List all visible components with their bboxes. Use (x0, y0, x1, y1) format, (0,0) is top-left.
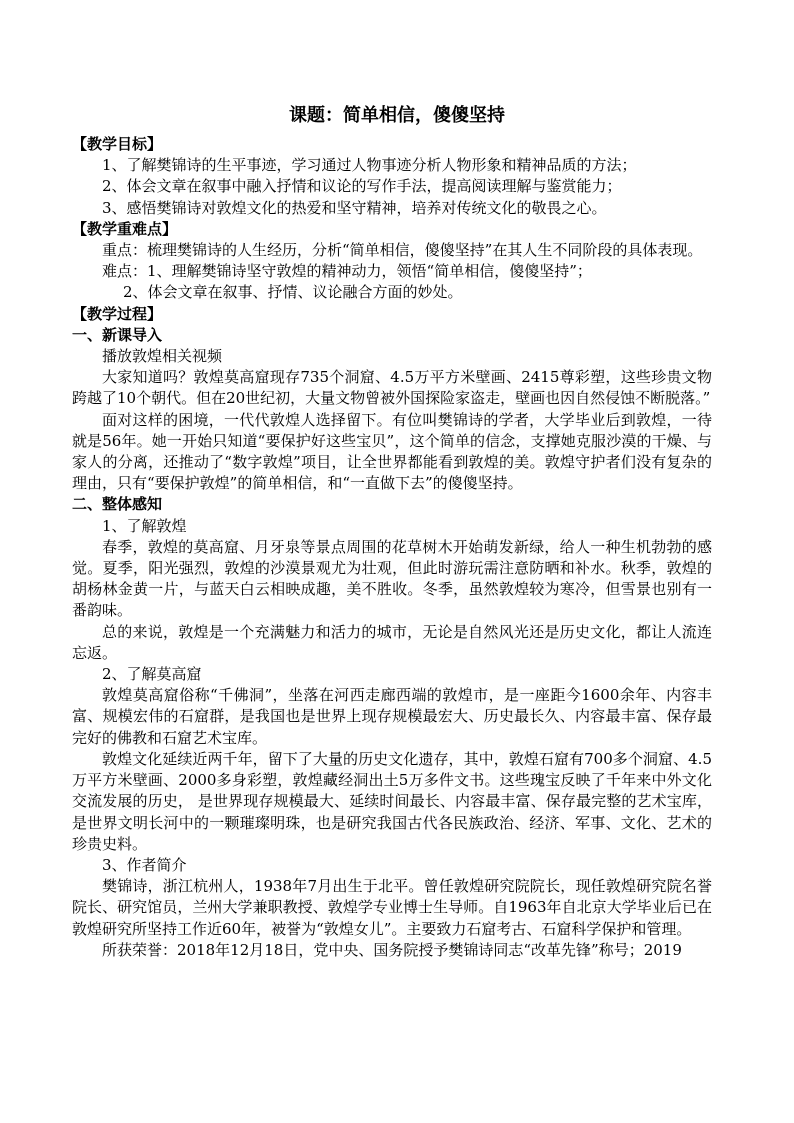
key-points-heading: 【教学重难点】 (72, 219, 178, 238)
subsection-heading: 1、了解敦煌 (102, 516, 187, 535)
paragraph: 总的来说，敦煌是一个充满魅力和活力的城市，无论是自然风光还是历史文化，都让人流连忘返。 (72, 622, 712, 662)
teaching-process-heading: 【教学过程】 (72, 304, 163, 323)
key-point-difficulty-1: 难点：1、理解樊锦诗坚守敦煌的精神动力，领悟“简单相信，傻傻坚持”； (102, 262, 592, 281)
document-body (72, 134, 712, 961)
paragraph: 面对这样的困境，一代代敦煌人选择留下。有位叫樊锦诗的学者，大学毕业后到敦煌，一待就是56年。她一开始只知道“要保护好这些宝贝”，这个简单的信念，支撑她克服沙漠的干燥、与家人的分离，还推动了“数字敦煌”项目，让全世界都能看到敦煌的美。敦煌守护者们没有复杂的理由，只有“要保护敦煌”的简单相信，和“一直做下去”的傻傻坚持。 (72, 410, 712, 493)
paragraph: 播放敦煌相关视频 (102, 347, 223, 366)
subsection-heading: 2、了解莫高窟 (102, 665, 202, 684)
key-point-difficulty-2: 2、体会文章在叙事、抒情、议论融合方面的妙处。 (123, 283, 463, 302)
teaching-goal-item: 2、体会文章在叙事中融入抒情和议论的写作手法，提高阅读理解与鉴赏能力； (102, 177, 622, 196)
paragraph: 所获荣誉：2018年12月18日，党中央、国务院授予樊锦诗同志“改革先锋”称号；2019 (102, 940, 682, 959)
paragraph: 春季，敦煌的莫高窟、月牙泉等景点周围的花草树木开始萌发新绿，给人一种生机勃勃的感觉。夏季，阳光强烈，敦煌的沙漠景观尤为壮观，但此时游玩需注意防晒和补水。秋季，敦煌的胡杨林金黄一片，与蓝天白云相映成趣，美不胜收。冬季，虽然敦煌较为寒冷，但雪景也别有一番韵味。 (72, 537, 712, 620)
subsection-heading: 3、作者简介 (102, 855, 187, 874)
teaching-goal-item: 1、了解樊锦诗的生平事迹，学习通过人物事迹分析人物形象和精神品质的方法； (102, 156, 637, 175)
paragraph: 敦煌莫高窟俗称“千佛洞”，坐落在河西走廊西端的敦煌市，是一座距今1600余年、内容丰富、规模宏伟的石窟群，是我国也是世界上现存规模最宏大、历史最长久、内容最丰富、保存最完好的佛教和石窟艺术宝库。 (72, 686, 712, 747)
section-heading-overview: 二、整体感知 (72, 495, 163, 514)
paragraph: 樊锦诗，浙江杭州人，1938年7月出生于北平。曾任敦煌研究院院长，现任敦煌研究院名誉院长、研究馆员，兰州大学兼职教授、敦煌学专业博士生导师。自1963年自北京大学毕业后已在敦煌研究所坚持工作近60年，被誉为“敦煌女儿”。主要致力石窟考古、石窟科学保护和管理。 (72, 877, 712, 938)
paragraph: 大家知道吗？敦煌莫高窟现存735个洞窟、4.5万平方米壁画、2415尊彩塑，这些珍贵文物跨越了10个朝代。但在20世纪初，大量文物曾被外国探险家盗走，壁画也因自然侵蚀不断脱落。” (72, 368, 712, 408)
key-point-focus: 重点：梳理樊锦诗的人生经历，分析“简单相信，傻傻坚持”在其人生不同阶段的具体表现。 (102, 241, 703, 260)
paragraph: 敦煌文化延续近两千年，留下了大量的历史文化遗存，其中，敦煌石窟有700多个洞窟、4.5万平方米壁画、2000多身彩塑，敦煌藏经洞出土5万多件文书。这些瑰宝反映了千年来中外文化交流发展的历史， 是世界现存规模最大、延续时间最长、内容最丰富、保存最完整的艺术宝库，是世界文明长河中的一颗璀璨明珠，也是研究我国古代各民族政治、经济、军事、文化、艺术的珍贵史料。 (72, 749, 712, 853)
document-title: 课题：简单相信，傻傻坚持 (289, 105, 505, 126)
section-heading-intro: 一、新课导入 (72, 325, 163, 344)
teaching-goal-item: 3、感悟樊锦诗对敦煌文化的热爱和坚守精神，培养对传统文化的敬畏之心。 (102, 198, 607, 217)
teaching-goals-heading: 【教学目标】 (72, 135, 163, 153)
